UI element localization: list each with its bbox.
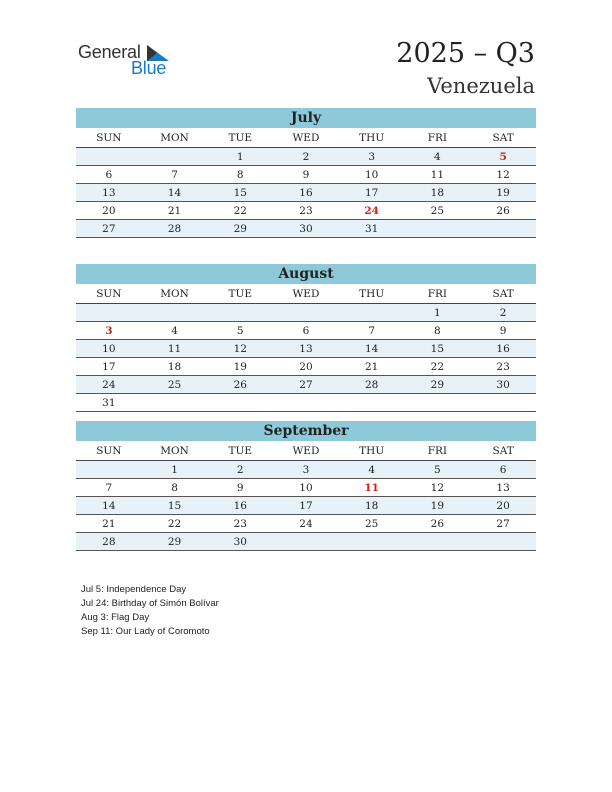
weekday-header: MON (142, 284, 208, 304)
day-cell: 29 (405, 376, 471, 394)
empty-cell (470, 394, 536, 412)
day-cell: 4 (405, 148, 471, 166)
day-cell: 17 (273, 497, 339, 515)
week-row (76, 220, 536, 238)
day-cell: 1 (207, 148, 273, 166)
day-cell: 25 (339, 515, 405, 533)
empty-cell (142, 394, 208, 412)
week-row (76, 533, 536, 551)
holiday-note: Jul 5: Independence Day (81, 584, 187, 595)
week-row (76, 184, 536, 202)
day-cell: 3 (339, 148, 405, 166)
day-cell: 24 (339, 202, 405, 220)
empty-cell (142, 148, 208, 166)
day-cell: 16 (207, 497, 273, 515)
day-cell: 27 (76, 220, 142, 238)
day-cell: 14 (76, 497, 142, 515)
country-name: Venezuela (427, 74, 535, 98)
holiday-note: Sep 11: Our Lady of Coromoto (81, 626, 210, 637)
day-cell: 30 (273, 220, 339, 238)
generalblue-logo (78, 42, 178, 78)
day-cell: 9 (207, 479, 273, 497)
weekday-header: TUE (207, 441, 273, 461)
empty-cell (339, 304, 405, 322)
holiday-note: Jul 24: Birthday of Simón Bolívar (81, 598, 219, 609)
day-cell: 29 (142, 533, 208, 551)
weekday-header: SAT (470, 284, 536, 304)
day-cell: 25 (405, 202, 471, 220)
month-september (76, 421, 536, 551)
empty-cell (470, 533, 536, 551)
weekday-header: MON (142, 441, 208, 461)
day-cell: 31 (339, 220, 405, 238)
week-row (76, 497, 536, 515)
day-cell: 20 (273, 358, 339, 376)
day-cell: 5 (207, 322, 273, 340)
day-cell: 13 (76, 184, 142, 202)
day-cell: 16 (470, 340, 536, 358)
day-cell: 21 (339, 358, 405, 376)
empty-cell (207, 394, 273, 412)
week-row (76, 166, 536, 184)
month-title: July (76, 108, 536, 128)
day-cell: 30 (470, 376, 536, 394)
calendar-grid (76, 128, 536, 238)
day-cell: 14 (142, 184, 208, 202)
weekday-header: THU (339, 284, 405, 304)
day-cell: 28 (142, 220, 208, 238)
week-row (76, 304, 536, 322)
day-cell: 6 (470, 461, 536, 479)
logo-general-text: General (78, 42, 141, 62)
weekday-header: WED (273, 284, 339, 304)
week-row (76, 515, 536, 533)
weekday-header: SUN (76, 441, 142, 461)
day-cell: 15 (405, 340, 471, 358)
day-cell: 8 (207, 166, 273, 184)
day-cell: 27 (470, 515, 536, 533)
weekday-header: FRI (405, 284, 471, 304)
day-cell: 28 (339, 376, 405, 394)
empty-cell (207, 304, 273, 322)
month-august (76, 264, 536, 412)
day-cell: 17 (339, 184, 405, 202)
day-cell: 7 (142, 166, 208, 184)
day-cell: 10 (76, 340, 142, 358)
day-cell: 1 (405, 304, 471, 322)
week-row (76, 358, 536, 376)
day-cell: 14 (339, 340, 405, 358)
day-cell: 26 (405, 515, 471, 533)
day-cell: 23 (273, 202, 339, 220)
week-row (76, 376, 536, 394)
weekday-header: TUE (207, 128, 273, 148)
empty-cell (76, 461, 142, 479)
day-cell: 22 (142, 515, 208, 533)
weekday-header: TUE (207, 284, 273, 304)
empty-cell (142, 304, 208, 322)
day-cell: 3 (76, 322, 142, 340)
holiday-note: Aug 3: Flag Day (81, 612, 150, 623)
holiday-notes (81, 583, 219, 639)
day-cell: 12 (470, 166, 536, 184)
day-cell: 19 (405, 497, 471, 515)
weekday-header: WED (273, 128, 339, 148)
day-cell: 17 (76, 358, 142, 376)
week-row (76, 461, 536, 479)
day-cell: 18 (405, 184, 471, 202)
day-cell: 15 (142, 497, 208, 515)
day-cell: 2 (273, 148, 339, 166)
day-cell: 10 (339, 166, 405, 184)
empty-cell (339, 394, 405, 412)
day-cell: 24 (273, 515, 339, 533)
month-title: September (76, 421, 536, 441)
day-cell: 21 (142, 202, 208, 220)
day-cell: 7 (339, 322, 405, 340)
weekday-header: FRI (405, 128, 471, 148)
day-cell: 1 (142, 461, 208, 479)
day-cell: 23 (470, 358, 536, 376)
day-cell: 10 (273, 479, 339, 497)
day-cell: 24 (76, 376, 142, 394)
day-cell: 6 (76, 166, 142, 184)
empty-cell (470, 220, 536, 238)
day-cell: 28 (76, 533, 142, 551)
empty-cell (273, 533, 339, 551)
week-row (76, 340, 536, 358)
day-cell: 8 (405, 322, 471, 340)
day-cell: 16 (273, 184, 339, 202)
day-cell: 11 (405, 166, 471, 184)
day-cell: 19 (207, 358, 273, 376)
day-cell: 19 (470, 184, 536, 202)
day-cell: 18 (339, 497, 405, 515)
week-row (76, 322, 536, 340)
empty-cell (405, 220, 471, 238)
day-cell: 6 (273, 322, 339, 340)
day-cell: 11 (339, 479, 405, 497)
day-cell: 27 (273, 376, 339, 394)
calendar-grid (76, 284, 536, 412)
day-cell: 4 (339, 461, 405, 479)
day-cell: 12 (207, 340, 273, 358)
day-cell: 21 (76, 515, 142, 533)
weekday-header: FRI (405, 441, 471, 461)
empty-cell (405, 394, 471, 412)
empty-cell (76, 148, 142, 166)
weekday-header: SUN (76, 284, 142, 304)
weekday-header: THU (339, 441, 405, 461)
day-cell: 8 (142, 479, 208, 497)
week-row (76, 394, 536, 412)
empty-cell (273, 394, 339, 412)
day-cell: 22 (207, 202, 273, 220)
day-cell: 5 (405, 461, 471, 479)
day-cell: 18 (142, 358, 208, 376)
day-cell: 4 (142, 322, 208, 340)
month-title: August (76, 264, 536, 284)
day-cell: 2 (470, 304, 536, 322)
day-cell: 2 (207, 461, 273, 479)
week-row (76, 479, 536, 497)
day-cell: 9 (470, 322, 536, 340)
weekday-header: SAT (470, 128, 536, 148)
page-title: 2025 – Q3 (396, 38, 535, 69)
week-row (76, 148, 536, 166)
weekday-header: SAT (470, 441, 536, 461)
day-cell: 13 (470, 479, 536, 497)
day-cell: 20 (76, 202, 142, 220)
empty-cell (76, 304, 142, 322)
day-cell: 29 (207, 220, 273, 238)
day-cell: 15 (207, 184, 273, 202)
day-cell: 5 (470, 148, 536, 166)
day-cell: 30 (207, 533, 273, 551)
day-cell: 22 (405, 358, 471, 376)
day-cell: 25 (142, 376, 208, 394)
empty-cell (339, 533, 405, 551)
day-cell: 26 (470, 202, 536, 220)
day-cell: 13 (273, 340, 339, 358)
logo-blue-text: Blue (131, 58, 167, 78)
day-cell: 9 (273, 166, 339, 184)
weekday-header: THU (339, 128, 405, 148)
day-cell: 12 (405, 479, 471, 497)
weekday-header: WED (273, 441, 339, 461)
day-cell: 3 (273, 461, 339, 479)
weekday-header: SUN (76, 128, 142, 148)
empty-cell (405, 533, 471, 551)
empty-cell (273, 304, 339, 322)
day-cell: 7 (76, 479, 142, 497)
month-july (76, 108, 536, 238)
day-cell: 11 (142, 340, 208, 358)
day-cell: 26 (207, 376, 273, 394)
weekday-header: MON (142, 128, 208, 148)
day-cell: 31 (76, 394, 142, 412)
day-cell: 20 (470, 497, 536, 515)
calendar-grid (76, 441, 536, 551)
week-row (76, 202, 536, 220)
day-cell: 23 (207, 515, 273, 533)
